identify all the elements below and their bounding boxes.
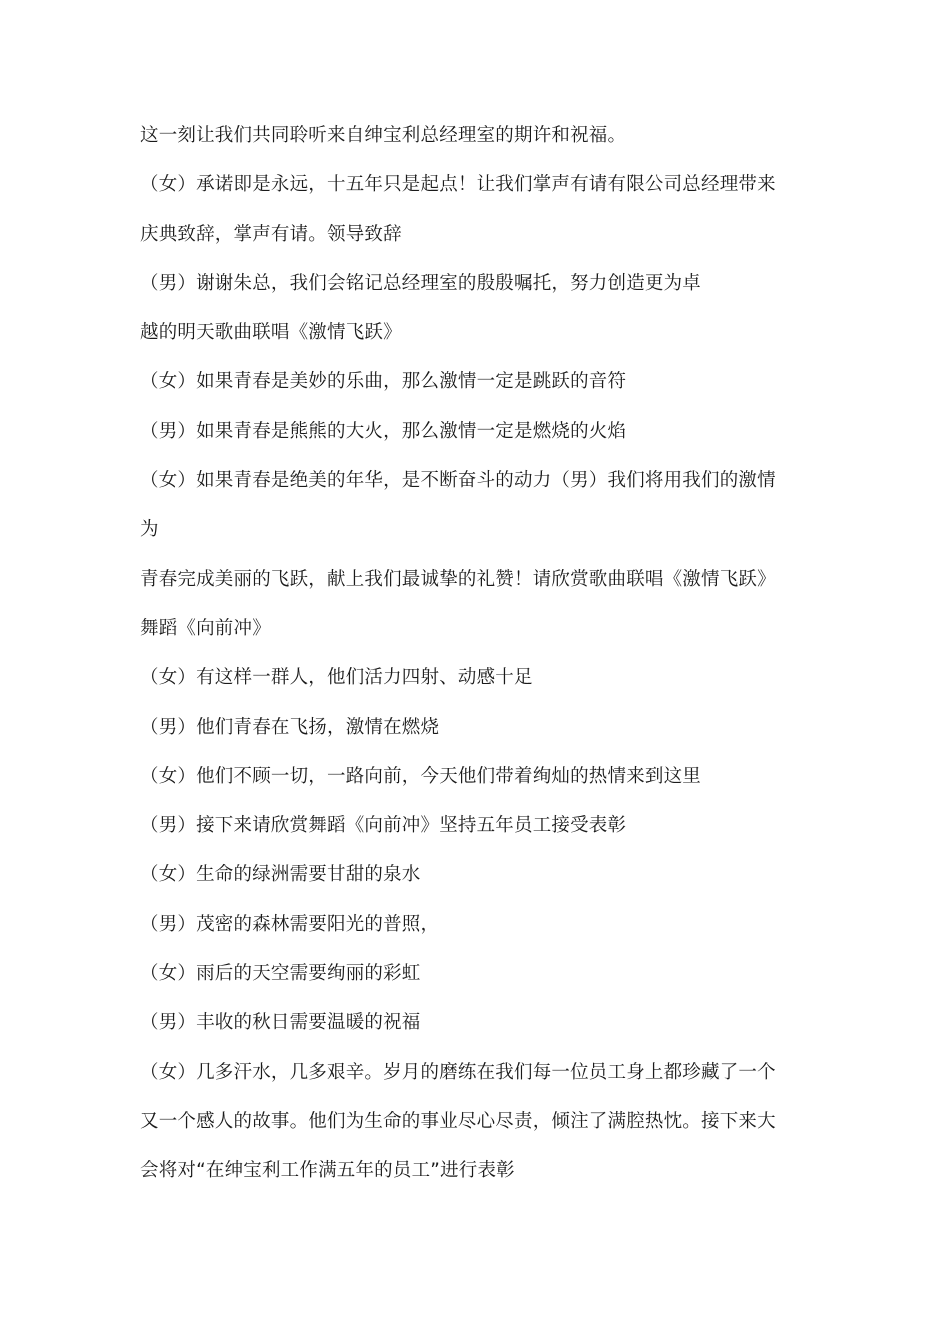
text-line: （男）茂密的森林需要阳光的普照， <box>140 913 440 935</box>
text-line: （女）如果青春是绝美的年华，是不断奋斗的动力（男）我们将用我们的激情 <box>140 470 776 492</box>
text-line: （男）接下来请欣赏舞蹈《向前冲》坚持五年员工接受表彰 <box>140 815 627 837</box>
text-line: （女）有这样一群人，他们活力四射、动感十足 <box>140 667 533 689</box>
text-line: （女）承诺即是永远，十五年只是起点！让我们掌声有请有限公司总经理带来 <box>140 174 776 196</box>
text-line: 庆典致辞，掌声有请。领导致辞 <box>140 223 402 245</box>
text-line: 为 <box>140 519 159 541</box>
text-line: （女）他们不顾一切，一路向前，今天他们带着绚灿的热情来到这里 <box>140 765 702 787</box>
text-line: 这一刻让我们共同聆听来自绅宝利总经理室的期许和祝福。 <box>140 125 627 146</box>
text-line: （男）如果青春是熊熊的大火，那么激情一定是燃烧的火焰 <box>140 420 627 442</box>
text-line: （男）丰收的秋日需要温暖的祝福 <box>140 1012 421 1034</box>
text-line: （男）他们青春在飞扬，激情在燃烧 <box>140 716 440 738</box>
text-line: （男）谢谢朱总，我们会铭记总经理室的殷殷嘱托，努力创造更为卓 <box>140 272 702 294</box>
text-line: 会将对“在绅宝利工作满五年的员工”进行表彰 <box>140 1160 515 1182</box>
text-line: 越的明天歌曲联唱《激情飞跃》 <box>140 322 402 344</box>
document-body <box>140 118 820 1203</box>
text-line: （女）生命的绿洲需要甘甜的泉水 <box>140 864 421 886</box>
text-line: 青春完成美丽的飞跃，献上我们最诚挚的礼赞！请欣赏歌曲联唱《激情飞跃》 <box>140 568 776 590</box>
text-line: 又一个感人的故事。他们为生命的事业尽心尽责，倾注了满腔热忱。接下来大 <box>140 1110 776 1132</box>
text-line: （女）如果青春是美妙的乐曲，那么激情一定是跳跃的音符 <box>140 371 627 393</box>
text-line: 舞蹈《向前冲》 <box>140 617 271 639</box>
text-line: （女）几多汗水，几多艰辛。岁月的磨练在我们每一位员工身上都珍藏了一个 <box>140 1061 776 1083</box>
text-line: （女）雨后的天空需要绚丽的彩虹 <box>140 963 421 985</box>
